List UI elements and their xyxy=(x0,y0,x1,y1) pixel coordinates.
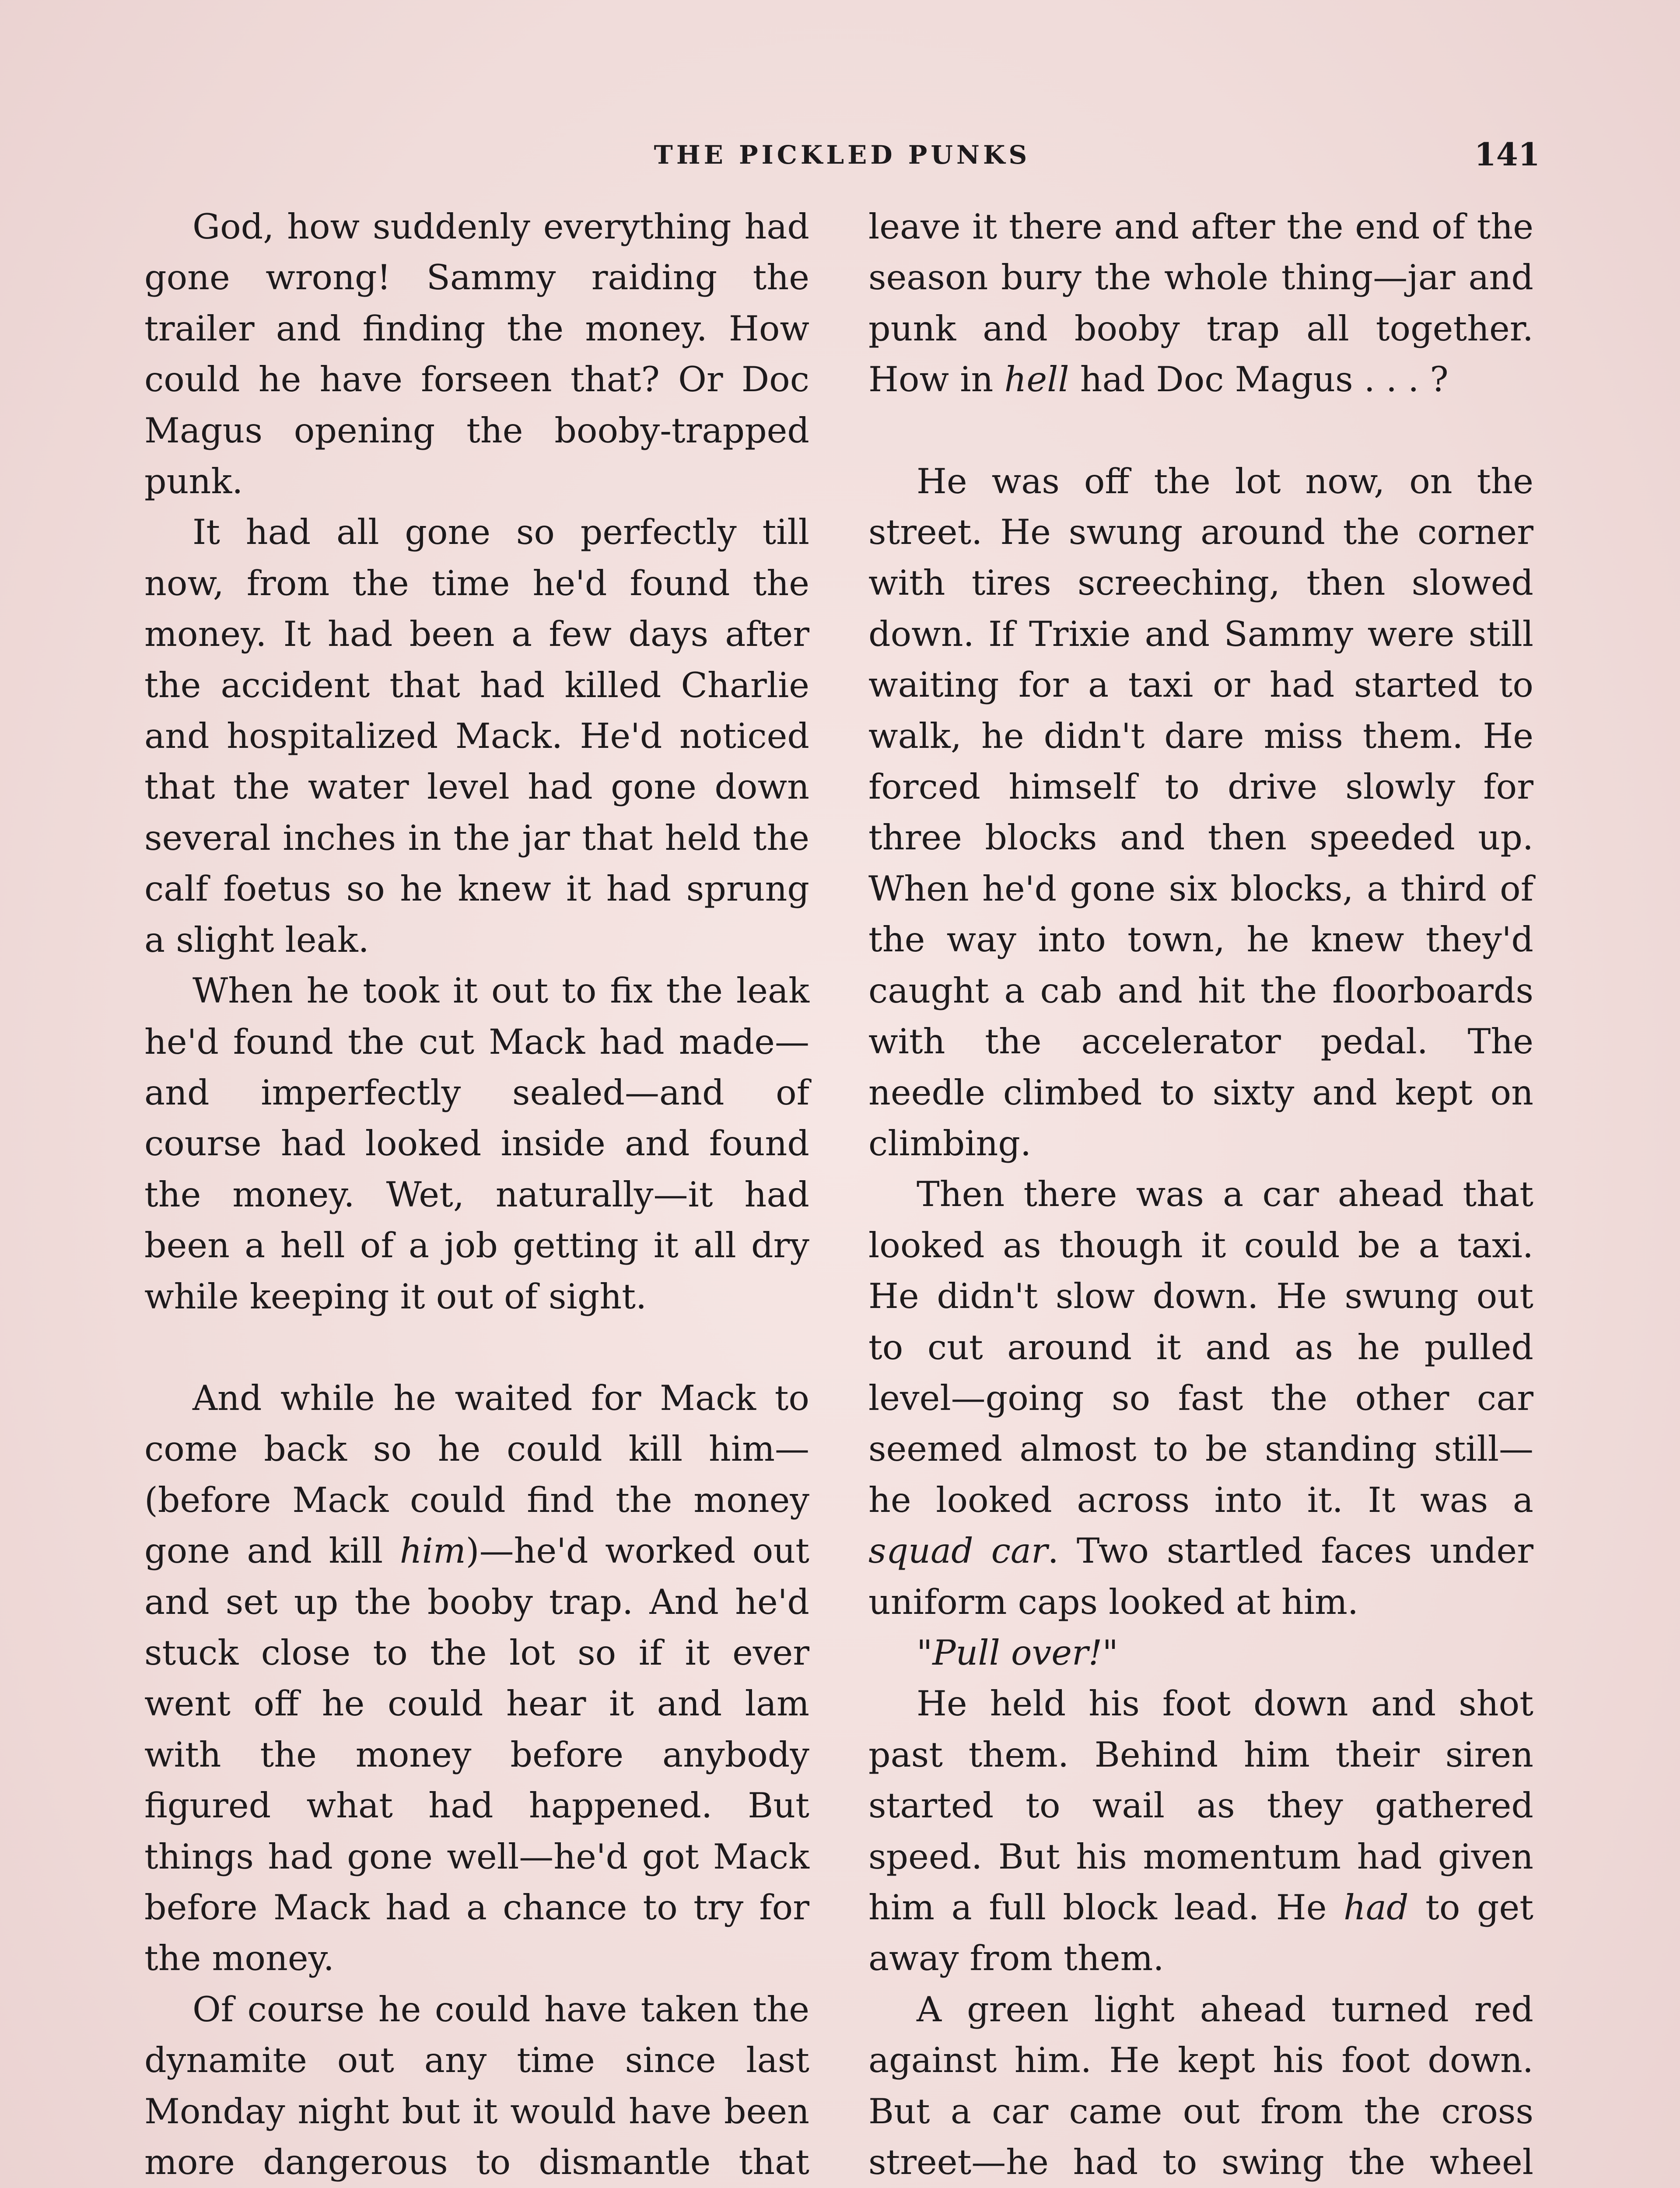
paragraph xyxy=(868,1627,1533,1678)
text-run: . Two startled faces under uniform caps looked at him. xyxy=(868,1531,1534,1622)
text-run: )—he'd worked out and set up the booby trap. And he'd stuck close to the lot so if it ever went off he could hear it and lam with the money before anybody figured what had happened. But things had gone well—he'd got Mack before Mack had a chance to try for the money. xyxy=(144,1531,809,1979)
paragraph: Of course he could have taken the dynamite out any time since last Monday night but it would have been more dangerous to dismantle that xyxy=(144,1989,809,2183)
dialogue: "Pull over!" xyxy=(917,1632,1118,1673)
paragraph xyxy=(868,201,1533,405)
text-run: Then there was a car ahead that looked as though it could be a taxi. He didn't slow down. He swung out to cut around it and as he pulled level—going so fast the other car seemed almost to be standing still—he looked across into it. It was a xyxy=(868,1174,1533,1520)
text-run: leave it there and after the end of the season bury the whole thing—jar and punk and booby trap all together. How in xyxy=(868,207,1533,400)
section-break xyxy=(144,1322,809,1373)
running-title: THE PICKLED PUNKS xyxy=(654,140,1031,170)
page-header xyxy=(144,131,1540,179)
left-column xyxy=(144,201,809,2188)
section-break xyxy=(868,405,1533,456)
text-run: to get away from them. xyxy=(868,1887,1533,1979)
emphasis: him xyxy=(399,1531,466,1571)
paragraph: When he took it out to fix the leak he'd found the cut Mack had made—and imperfectly sealed—and of course had looked inside and found the money. Wet, naturally—it had been a hell of a job getting it all dry while keeping it out of sight. xyxy=(144,971,809,1317)
page-number: 141 xyxy=(1474,136,1540,173)
paragraph: He was off the lot now, on the street. He swung around the corner with tires screeching, then slowed down. If Trixie and Sammy were still waiting for a taxi or had started to walk, he didn't dare miss them. He forced himself to drive slowly for three blocks and then speeded up. When he'd gone six blocks, a third of the way into town, he knew they'd caught a cab and hit the floorboards with the accelerator pedal. The needle climbed to sixty and kept on climbing. xyxy=(868,461,1533,1164)
emphasis: had xyxy=(1343,1887,1409,1928)
paragraph: A green light ahead turned red against him. He kept his foot down. But a car came out from the cross street—he had to swing the wheel xyxy=(868,1989,1533,2183)
paragraph xyxy=(144,1373,809,1984)
text-run: And while he waited for Mack to come back so he could kill him—(before Mack could find the money gone and kill xyxy=(144,1378,809,1571)
paragraph xyxy=(868,1678,1533,1984)
right-column xyxy=(868,201,1533,2188)
emphasis: squad car xyxy=(868,1531,1048,1571)
text-run: had Doc Magus . . . ? xyxy=(1069,359,1449,400)
emphasis: hell xyxy=(1004,359,1069,400)
paragraph xyxy=(868,1169,1533,1627)
text-run: He held his foot down and shot past them. Behind him their siren started to wail as they gathered speed. But his momentum had given him a full block lead. He xyxy=(868,1683,1533,1928)
paragraph: It had all gone so perfectly till now, from the time he'd found the money. It had been a few days after the accident that had killed Charlie and hospitalized Mack. He'd noticed that the water level had gone down several inches in the jar that held the calf foetus so he knew it had sprung a slight leak. xyxy=(144,512,809,960)
paragraph: God, how suddenly everything had gone wrong! Sammy raiding the trailer and finding the money. How could he have forseen that? Or Doc Magus opening the booby-trapped punk. xyxy=(144,207,809,502)
